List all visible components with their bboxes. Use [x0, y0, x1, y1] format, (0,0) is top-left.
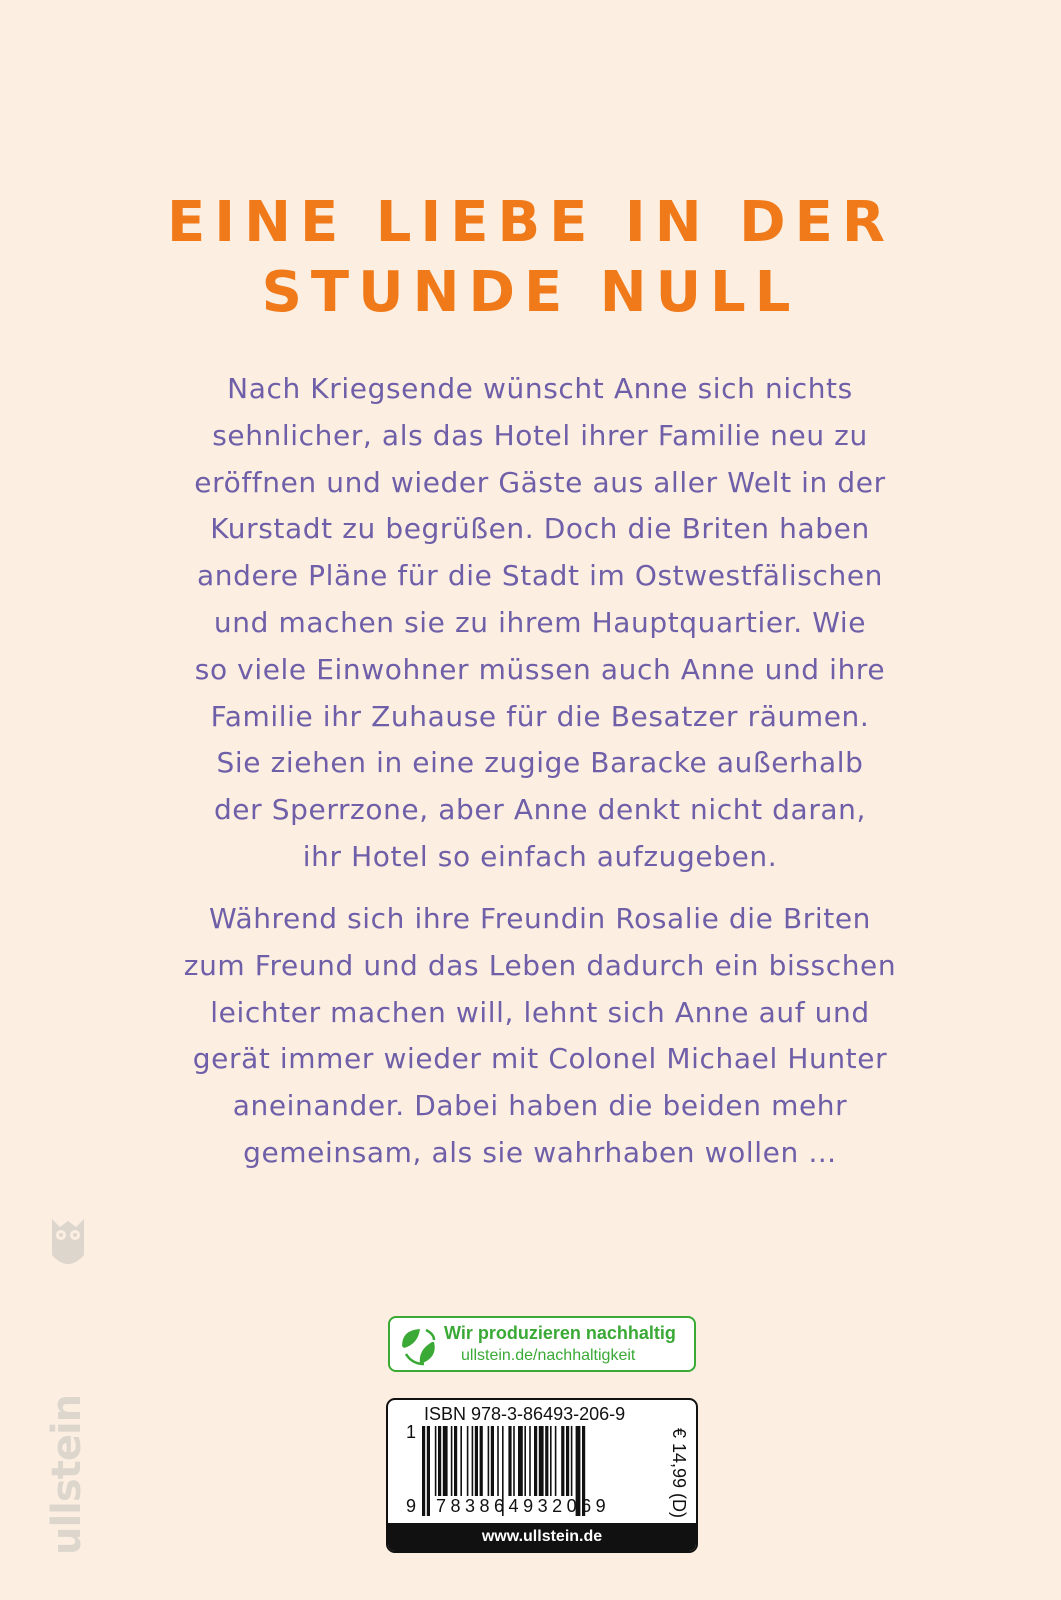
sustainability-badge: [388, 1316, 696, 1372]
barcode-bar: [435, 1426, 437, 1496]
blurb-line: Kurstadt zu begrüßen. Doch die Briten haben: [210, 512, 870, 546]
barcode-bar: [545, 1426, 548, 1496]
barcode-add-on-digit: 1: [406, 1422, 417, 1442]
isbn-barcode-box: [386, 1398, 698, 1553]
barcode-bar: [443, 1426, 448, 1496]
barcode-bar: [561, 1426, 564, 1496]
barcode-bar: [571, 1426, 573, 1496]
barcode-bar: [518, 1426, 523, 1496]
barcode-bar: [438, 1426, 441, 1496]
blurb-line: ihr Hotel so einfach aufzugeben.: [302, 839, 778, 873]
blurb-paragraph-1: [140, 366, 940, 881]
blurb-line: andere Pläne für die Stadt im Ostwestfälischen: [196, 559, 883, 593]
barcode-bar: [451, 1426, 453, 1496]
barcode-bar: [480, 1426, 483, 1496]
sustainability-url[interactable]: ullstein.de/nachhaltigkeit: [461, 1347, 636, 1364]
blurb-line: aneinander. Dabei haben die beiden mehr: [232, 1089, 848, 1123]
publisher-name: ullstein: [44, 1394, 90, 1555]
blurb-line: Nach Kriegsende wünscht Anne sich nichts: [227, 372, 853, 405]
headline-line-2: STUNDE NULL: [261, 260, 800, 325]
blurb-line: eröffnen und wieder Gäste aus aller Welt in der: [194, 465, 886, 499]
barcode-bar: [539, 1426, 544, 1496]
barcode-bar: [550, 1426, 552, 1496]
barcode-bar: [488, 1426, 490, 1496]
barcode-bar: [422, 1426, 425, 1516]
blurb-line: der Sperrzone, aber Anne denkt nicht daran,: [213, 793, 867, 827]
owl-icon: [46, 1215, 90, 1275]
barcode-bar: [497, 1426, 499, 1496]
barcode-bar: [513, 1426, 515, 1496]
barcode-bar: [475, 1426, 478, 1496]
barcode-bar: [460, 1426, 462, 1496]
blurb-line: gerät immer wieder mit Colonel Michael Hunter: [192, 1042, 888, 1076]
barcode-digits: 783864932069: [436, 1496, 611, 1516]
barcode-lead-digit: 9: [406, 1496, 417, 1516]
blurb-line: zum Freund und das Leben dadurch ein bisschen: [183, 948, 897, 982]
barcode-bar: [555, 1426, 557, 1496]
barcode-bar: [534, 1426, 537, 1496]
barcode-bar: [472, 1426, 474, 1496]
barcode-bar: [529, 1426, 531, 1496]
sustainability-title: Wir produzieren nachhaltig: [444, 1323, 676, 1343]
barcode-bar: [508, 1426, 511, 1496]
blurb-line: leichter machen will, lehnt sich Anne auf und: [210, 995, 870, 1029]
price-label: € 14,99 (D): [669, 1428, 689, 1519]
blurb-line: Sie ziehen in eine zugige Baracke außerhalb: [216, 746, 864, 780]
blurb-line: Familie ihr Zuhause für die Besatzer räumen.: [210, 699, 870, 733]
isbn-label: ISBN 978-3-86493-206-9: [424, 1404, 626, 1424]
leaf-recycle-icon: [396, 1324, 440, 1368]
blurb-line: gemeinsam, als sie wahrhaben wollen …: [243, 1135, 837, 1169]
blurb-line: und machen sie zu ihrem Hauptquartier. Wie: [213, 605, 867, 639]
blurb-line: so viele Einwohner müssen auch Anne und ihre: [194, 652, 886, 686]
blurb-line: Während sich ihre Freundin Rosalie die Briten: [208, 902, 872, 935]
barcode-bar: [524, 1426, 526, 1496]
barcode-bar: [427, 1426, 430, 1516]
barcode-bar: [491, 1426, 494, 1496]
blurb-paragraph-2: [140, 896, 940, 1177]
headline: [0, 188, 1061, 328]
barcode-bar: [566, 1426, 569, 1496]
barcode-bar: [467, 1426, 469, 1496]
barcode-bar: [454, 1426, 457, 1496]
publisher-website[interactable]: www.ullstein.de: [388, 1523, 696, 1551]
blurb-line: sehnlicher, als das Hotel ihrer Familie neu zu: [212, 418, 868, 452]
headline-line-1: EINE LIEBE IN DER: [167, 190, 894, 255]
